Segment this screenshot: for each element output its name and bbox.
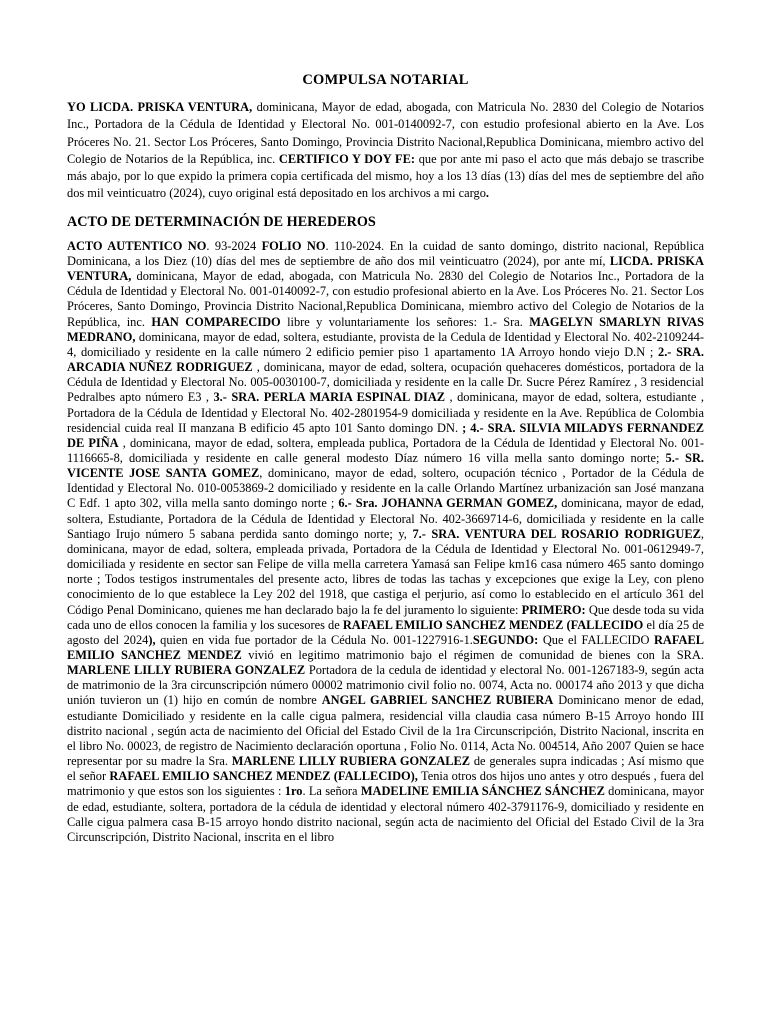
bold-text-run: MARLENE LILLY RUBIERA GONZALEZ — [67, 663, 306, 678]
bold-text-run: PRIMERO: — [521, 602, 586, 617]
bold-text-run: YO LICDA. PRISKA VENTURA, — [67, 100, 253, 114]
text-run: , dominicano, mayor de edad, soltero, ocupación técnico , Portador de la Cédula de Identidad y Electoral No. 010-0053869-2 domiciliado y residente en la calle Orlando Martínez urbanización san José manzana C Edf. 1 apto 302, villa mella santo domingo norte ; — [67, 466, 704, 511]
text-run: . 93-2024 — [206, 238, 262, 253]
intro-paragraph — [67, 99, 704, 203]
text-run: . 110-2024. En la cuidad de santo domingo, distrito nacional, República Dominicana, a los Diez (10) días del mes de septiembre de año dos mil veinticuatro (2024), por ante mí, — [67, 238, 705, 268]
bold-text-run: 1ro — [284, 784, 303, 799]
text-run: quien en vida fue portador de la Cédula No. 001-1227916-1. — [155, 632, 473, 647]
text-run: , dominicana, mayor de edad, soltera, ocupación quehaceres domésticos, portadora de la Cédula de Identidad y Electoral No. 005-0030100-7, domiciliada y residente en la calle Dr. Sucre Pérez Ramírez , 3 residencial Pedralbes apto número E3 , — [67, 360, 704, 405]
bold-text-run: SEGUNDO: — [472, 632, 539, 647]
document-title: COMPULSA NOTARIAL — [302, 72, 469, 88]
bold-text-run: 6.- Sra. JOHANNA GERMAN GOMEZ, — [338, 496, 558, 511]
text-run: Portadora de la cedula de identidad y electoral No. 001-1267183-9, según acta de matrimonio de la 3ra circunscripción número 00002 matrimonio civil folio no. 0074, Acta no. 000174 año 2013 y que dicha unión tuvieron un (1) hijo en común de nombre — [67, 663, 705, 708]
text-run: dominicana, mayor de edad, soltera, estudiante, provista de la Cedula de Identidad y Electoral No. 402-2109244-4, domiciliado y residente en la calle número 2 edificio pemier piso 1 apartamento 1A Arroyo hondo viejo D.N ; — [67, 329, 704, 359]
bold-text-run: 2.- SRA. ARCADIA NUÑEZ RODRIGUEZ — [67, 344, 704, 375]
text-run: el día 25 de agosto del 2024 — [67, 617, 704, 647]
text-run: Tenia otros dos hijos uno antes y otro después , fuera del matrimonio y que estos son los siguientes : — [67, 769, 704, 799]
bold-text-run: RAFAEL EMILIO SANCHEZ MENDEZ — [67, 632, 704, 662]
text-run: Dominicano menor de edad, estudiante Domiciliado y residente en la calle cigua palmera, residencial villa claudia casa número B-15 Arroyo hondo III distrito nacional , según acta de nacimiento del Oficial del Estado Civil de la 1ra Circunscripción, Distrito Nacional, inscrita en el libro No. 00023, de registro de Nacimiento declaración oportuna , Folio No. 0114, Acta No. 004514, Año 2007 Quien se hace representar por su madre la Sra. — [67, 693, 704, 769]
bold-text-run: ; 4.- SRA. SILVIA MILADYS FERNANDEZ DE PIÑA — [67, 420, 704, 450]
text-run: vivió en legitimo matrimonio bajo el régimen de comunidad de bienes con la SRA. — [241, 648, 704, 662]
text-run: dominicana, mayor de edad, soltera, Estudiante, Portadora de la Cédula de Identidad y Electoral No. 402-3669714-6, domiciliada y residente en la calle Santiago Irujo número 5 sabana perdida santo domingo norte; y, — [67, 496, 704, 541]
bold-text-run: . — [485, 186, 489, 201]
text-run: de generales supra indicadas ; Así mismo que el señor — [67, 754, 705, 784]
bold-text-run: MARLENE LILLY RUBIERA GONZALEZ — [231, 754, 471, 769]
text-run: , dominicana, mayor de edad, soltera, empleada publica, Portadora de la Cédula de Identidad y Electoral No. 001-1116665-8, domiciliada y residente en calle general modesto Díaz número 16 villa mella santo domingo norte; — [67, 435, 704, 465]
text-run: dominicana, Mayor de edad, abogada, con Matricula No. 2830 del Colegio de Notarios Inc., Portadora de la Cédula de Identidad y Electoral No. 001-0140092-7, con estudio profesional abierto en la Ave. Los Próceres No. 21. Sector Los Próceres, Santo Domingo, Provincia Distrito Nacional,Republica Dominicana, miembro activo del Colegio de Notarios de la República, inc. — [67, 269, 704, 329]
text-run: dominicana, mayor de edad, estudiante, soltera, portadora de la cédula de identidad y electoral número 402-3791176-9, domiciliado y residente en Calle cigua palmera casa B-15 arroyo hondo distrito nacional, según acta de nacimiento del Oficial del Estado Civil de la 3ra Circunscripción, Distrito Nacional, inscrita en el libro — [67, 784, 704, 844]
bold-text-run: FOLIO NO — [261, 238, 326, 253]
text-run: Que desde toda su vida cada uno de ellos conocen la familia y los sucesores de — [67, 602, 704, 632]
bold-text-run: CERTIFICO Y DOY FE: — [278, 151, 415, 166]
bold-text-run: 3.- SRA. PERLA MARIA ESPINAL DIAZ — [213, 390, 446, 405]
bold-text-run: RAFAEL EMILIO SANCHEZ MENDEZ (FALLECIDO), — [109, 769, 418, 784]
bold-text-run: 7.- SRA. VENTURA DEL ROSARIO RODRIGUEZ — [412, 526, 701, 541]
text-run: dominicana, Mayor de edad, abogada, con Matricula No. 2830 del Colegio de Notarios Inc., Portadora de la Cédula de Identidad y Electoral No. 001-0140092-7, con estudio profesional abierto en la Ave. Los Próceres No. 21. Sector Los Próceres, Santo Domingo, Provincia Distrito Nacional,Republica Dominicana, miembro activo del Colegio de Notarios de la República, inc. — [67, 100, 704, 166]
text-run: que por ante mi paso el acto que más debajo se trascribe más abajo, por lo que expido la primera copia certificada del mismo, hoy a los 13 días (13) días del mes de septiembre del año dos mil veinticuatro (2024), cuyo original está depositado en los archivos a mi cargo — [67, 151, 704, 201]
bold-text-run: MAGELYN SMARLYN RIVAS MEDRANO, — [67, 314, 705, 344]
text-run: . La señora — [302, 784, 361, 799]
bold-text-run: LICDA. PRISKA VENTURA, — [67, 253, 704, 284]
text-run: , dominicana, mayor de edad, soltera, empleada privada, Portadora de la Cédula de Identidad y Electoral No. 001-0612949-7, domiciliada y residente en sector san Felipe de villa mella carretera Yamasá san Felipe km16 casa número 465 santo domingo norte ; Todos testigos instrumentales del presente acto, libres de todas las tachas y excepciones que exige la Ley, con pleno conocimiento de lo que establece la Ley 202 del 1918, que castiga el perjurio, así como lo establecido en el artículo 361 del Código Penal Dominicano, quienes me han declarado bajo la fe del juramento lo siguiente: — [67, 526, 704, 617]
document-subtitle: ACTO DE DETERMINACIÓN DE HEREDEROS — [67, 213, 376, 230]
bold-text-run: 5.- SR. VICENTE JOSE SANTA GOMEZ — [67, 450, 704, 481]
text-run: , dominicana, mayor de edad, soltera, estudiante , Portadora de la Cédula de Identidad y Electoral No. 402-2801954-9 domiciliada y residente en la Ave. República de Colombia residencial cuida real II manzana B edificio 45 apto 101 Santo domingo DN. — [67, 390, 704, 435]
bold-text-run: ), — [148, 632, 156, 647]
text-run: libre y voluntariamente los señores: 1.- Sra. — [280, 314, 530, 329]
bold-text-run: ANGEL GABRIEL SANCHEZ RUBIERA — [321, 693, 554, 708]
bold-text-run: HAN COMPARECIDO — [151, 314, 281, 329]
body-paragraph — [67, 239, 704, 845]
bold-text-run: MADELINE EMILIA SÁNCHEZ SÁNCHEZ — [360, 784, 605, 799]
text-run: Que el FALLECIDO — [538, 632, 654, 647]
bold-text-run: RAFAEL EMILIO SANCHEZ MENDEZ (FALLECIDO — [342, 617, 644, 632]
bold-text-run: ACTO AUTENTICO NO — [67, 238, 207, 253]
